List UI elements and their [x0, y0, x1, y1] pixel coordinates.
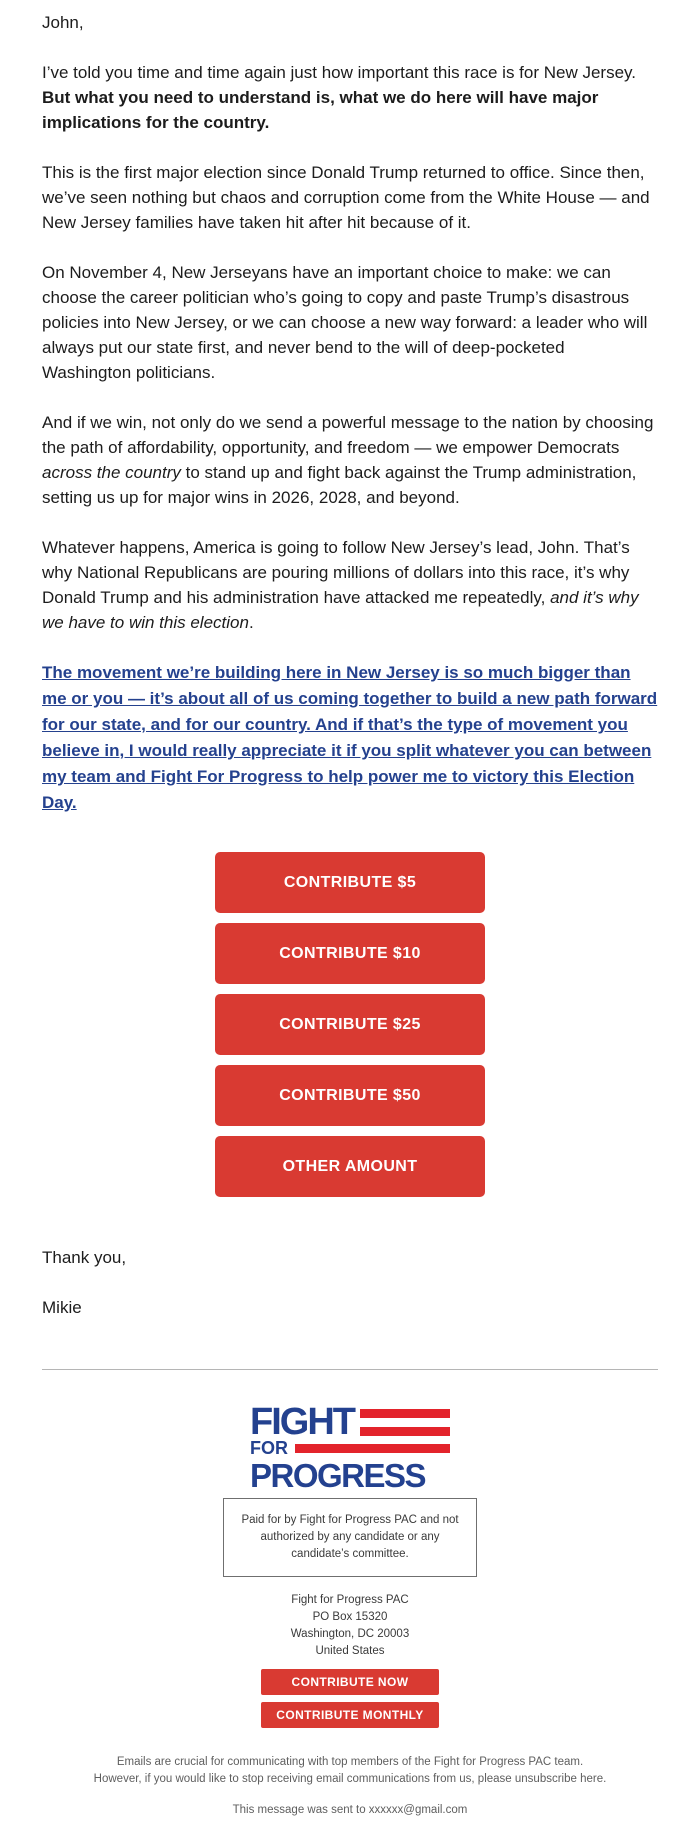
- text-segment: And if we win, not only do we send a powerful message to the nation by choosing the path of affordability, opportunity, and freedom — we empower Democrats: [42, 413, 654, 457]
- logo-word-for: FOR: [250, 1438, 288, 1458]
- flag-stripe-icon: [295, 1444, 450, 1453]
- text-segment: .: [248, 613, 254, 632]
- body-paragraph: [42, 60, 658, 135]
- contribute-50-button[interactable]: CONTRIBUTE $50: [215, 1065, 485, 1126]
- closing-thanks: Thank you,: [42, 1248, 127, 1267]
- text-segment: to stand up and fight back against the Trump administration, setting us up for major wins in 2026, 2028, and beyond.: [42, 463, 637, 507]
- flag-stripes-icon: [360, 1409, 450, 1436]
- body-paragraph: [42, 260, 658, 385]
- logo-word-progress: PROGRESS: [250, 1457, 426, 1494]
- text-segment: Whatever happens, America is going to follow New Jersey’s lead, John. That’s why National Republicans are pouring millions of dollars into this race, it’s why Donald Trump and his administration have attacked me repeatedly,: [42, 538, 630, 607]
- body-paragraph: [42, 10, 658, 35]
- unsubscribe-link[interactable]: unsubscribe here: [514, 1773, 604, 1785]
- address-line: Fight for Progress PAC: [291, 1594, 409, 1606]
- emphasis-link-paragraph[interactable]: [42, 660, 658, 816]
- text-segment: This is the first major election since Donald Trump returned to office. Since then, we’ve seen nothing but chaos and corruption come from the White House — and New Jersey families have taken hit after hit because of it.: [42, 163, 650, 232]
- other-amount-button[interactable]: OTHER AMOUNT: [215, 1136, 485, 1197]
- contribute-monthly-button[interactable]: CONTRIBUTE MONTHLY: [261, 1702, 439, 1728]
- mailing-address: [42, 1592, 658, 1660]
- address-line: PO Box 15320: [312, 1611, 388, 1623]
- logo-row-fight: [250, 1401, 450, 1443]
- body-paragraph: [42, 160, 658, 235]
- contribute-25-button[interactable]: CONTRIBUTE $25: [215, 994, 485, 1055]
- address-line: Washington, DC 20003: [290, 1628, 410, 1640]
- text-segment: The movement we’re building here in New Jersey is so much bigger than me or you — it’s about all of us coming together to build a new path forward for our state, and for our country. And if that’s the type of movement you believe in, I would really appreciate it if you split whatever you can between my team and Fight For Progress to help power me to victory this Election Day.: [42, 663, 658, 812]
- fine-print: [42, 1754, 658, 1788]
- email-footer: [42, 1401, 658, 1819]
- divider: [42, 1369, 658, 1370]
- fight-for-progress-logo[interactable]: [250, 1401, 450, 1494]
- closing-signature: Mikie: [42, 1298, 82, 1317]
- text-segment: John,: [42, 13, 84, 32]
- address-line: United States: [315, 1645, 385, 1657]
- paragraphs: [42, 10, 658, 816]
- logo-word-fight: FIGHT: [250, 1401, 354, 1443]
- text-segment: On November 4, New Jerseyans have an important choice to make: we can choose the career politician who’s going to copy and paste Trump’s disastrous policies into New Jersey, or we can choose a new way forward: a leader who will always put our state first, and never bend to the will of deep-pocketed Washington politicians.: [42, 263, 648, 382]
- paid-for-disclaimer: Paid for by Fight for Progress PAC and not authorized by any candidate or any candidate’s committee.: [223, 1498, 477, 1577]
- contribute-now-button[interactable]: CONTRIBUTE NOW: [261, 1669, 439, 1695]
- contribute-10-button[interactable]: CONTRIBUTE $10: [215, 923, 485, 984]
- sent-to-line: This message was sent to xxxxxx@gmail.com: [232, 1804, 468, 1816]
- fine-print-line-2-text: However, if you would like to stop receiving email communications from us, please: [93, 1773, 515, 1785]
- fine-print-line-2: [42, 1771, 658, 1788]
- text-segment: I’ve told you time and time again just how important this race is for New Jersey.: [42, 63, 636, 82]
- body-paragraph: [42, 410, 658, 510]
- text-segment: across the country: [42, 463, 181, 482]
- fine-print-line-2-suffix: .: [603, 1773, 607, 1785]
- contribute-button-stack: [42, 852, 658, 1197]
- contribute-5-button[interactable]: CONTRIBUTE $5: [215, 852, 485, 913]
- text-segment: But what you need to understand is, what we do here will have major implications for the country.: [42, 88, 599, 132]
- body-paragraph: [42, 535, 658, 635]
- footer-button-stack: [42, 1669, 658, 1728]
- fine-print-line-1: Emails are crucial for communicating with top members of the Fight for Progress PAC team.: [116, 1756, 584, 1768]
- logo-row-for: [250, 1438, 450, 1458]
- text-segment: and it’s why we have to win this election: [42, 588, 639, 632]
